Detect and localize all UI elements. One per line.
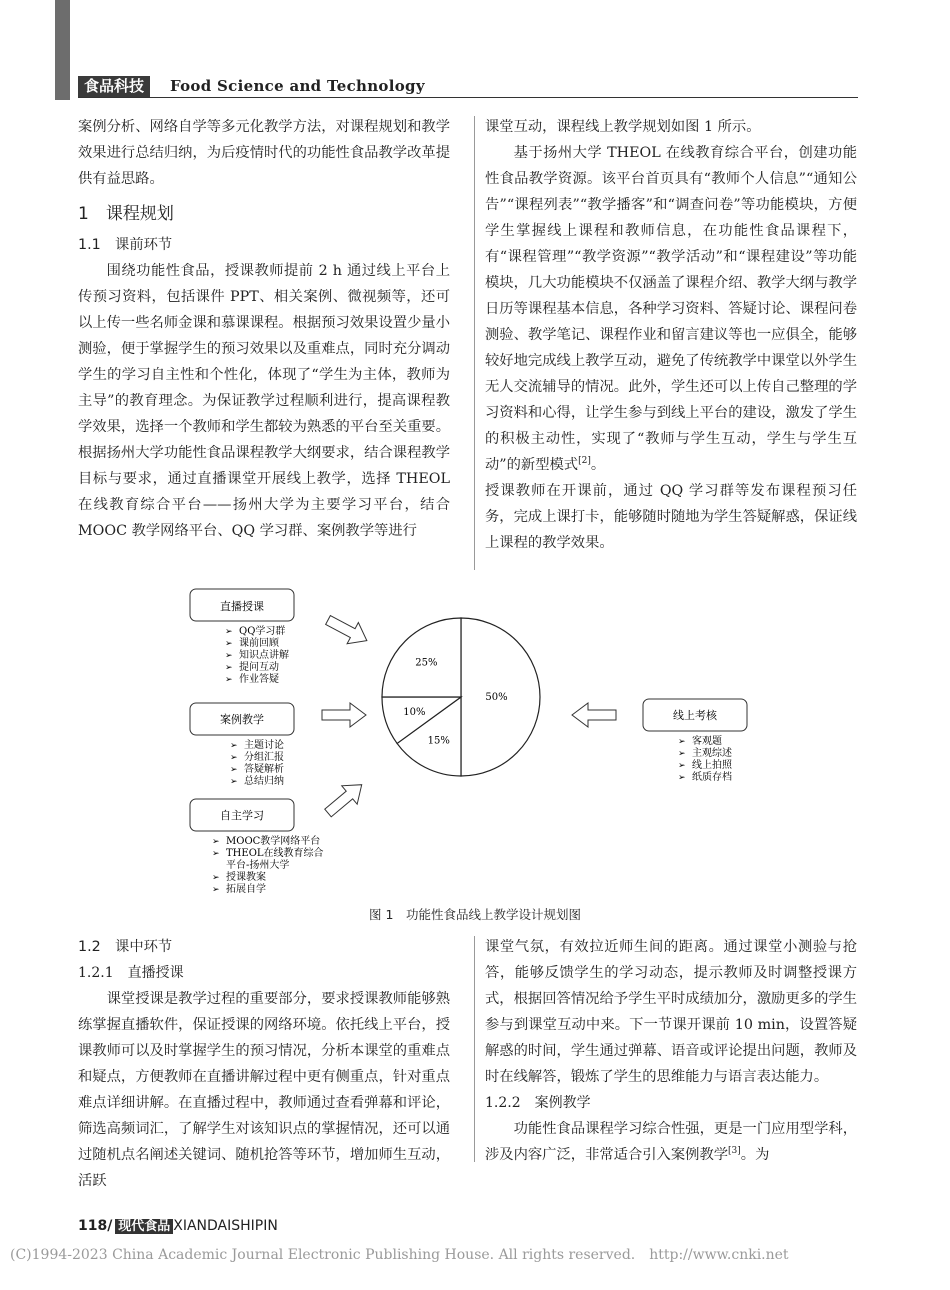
case-list-item: 分组汇报 [244, 752, 284, 763]
live-list-item: 知识点讲解 [239, 650, 289, 661]
exam-list-item: 线上拍照 [692, 760, 732, 771]
side-tab-bar [55, 0, 70, 100]
bullet-icon: ➢ [212, 849, 220, 859]
case-list-item: 答疑解析 [244, 764, 284, 775]
box-live-label: 直播授课 [220, 600, 264, 613]
self-list-item: THEOL在线教育综合 [226, 848, 324, 859]
bullet-icon: ➢ [225, 663, 233, 673]
paragraph: 基于扬州大学 THEOL 在线教育综合平台，创建功能性食品教学资源。该平台首页具有“教师个人信息”“通知公告”“课程列表”“教学播客”和“调查问卷”等功能模块，方便学生掌握线上课程和教师信息，在功能性食品课程下，有“课程管理”“教学资源”“教学活动”和“课程建设”等功能模块，几大功能模块不仅涵盖了课程介绍、教学大纲与教学日历等课程基本信息，各种学习资料、答疑讨论、课程问卷测验、教学笔记、课程作业和留言建议等也一应俱全，能够较好地完成线上教学互动，避免了传统教学中课堂以外学生无人交流辅导的情况。此外，学生还可以上传自己整理的学习资料和心得，让学生参与到线上平台的建设，激发了学生的积极主动性，实现了“教师与学生互动，学生与学生互动”的新型模式[2]。 [485, 145, 857, 473]
box-self-label: 自主学习 [220, 809, 264, 822]
paragraph: 案例分析、网络自学等多元化教学方法，对课程规划和教学效果进行总结归纳，为后疫情时代的功能性食品教学改革提供有益思路。 [78, 119, 450, 187]
bullet-icon: ➢ [225, 639, 233, 649]
magazine-pinyin: XIANDAISHIPIN [173, 1218, 278, 1234]
subsubsection-heading: 1.2.1 直播授课 [78, 965, 184, 981]
left-column-top [78, 114, 450, 544]
live-list-item: 提问互动 [239, 662, 279, 673]
bullet-icon: ➢ [212, 885, 220, 895]
page-number: 118 [78, 1218, 108, 1234]
paragraph: 授课教师在开课前，通过 QQ 学习群等发布课程预习任务，完成上课打卡，能够随时随地为学生答疑解惑，保证线上课程的教学效果。 [485, 483, 857, 551]
live-list [225, 624, 289, 685]
live-list-item: 课前回顾 [239, 638, 279, 649]
bullet-icon: ➢ [225, 651, 233, 661]
journal-name-en: Food Science and Technology [170, 77, 425, 95]
pie-slice-label: 10% [403, 707, 426, 719]
left-column-bottom [78, 934, 450, 1194]
bullet-icon: ➢ [678, 737, 686, 747]
case-list-item: 总结归纳 [244, 776, 284, 787]
paragraph: 课堂授课是教学过程的重要部分，要求授课教师能够熟练掌握直播软件，保证授课的网络环境。依托线上平台，授课教师可以及时掌握学生的预习情况，分析本课堂的重难点和疑点，方便教师在直播讲解过程中更有侧重点，针对重点难点详细讲解。在直播过程中，教师通过查看弹幕和评论，筛选高频词汇，了解学生对该知识点的掌握情况，还可以通过随机点名阐述关键词、随机抢答等环节，增加师生互动，活跃 [78, 991, 450, 1189]
page-footer: 118/ 现代食品 XIANDAISHIPIN [78, 1218, 278, 1234]
arrow-live [322, 609, 372, 651]
subsubsection-heading: 1.2.2 案例教学 [485, 1095, 591, 1111]
bullet-icon: ➢ [225, 675, 233, 685]
pie-slice-label: 15% [427, 735, 450, 747]
right-column-top [485, 114, 857, 556]
figure-diagram [185, 585, 765, 905]
right-column-bottom [485, 934, 857, 1168]
magazine-name: 现代食品 [115, 1219, 173, 1234]
copyright-line: (C)1994-2023 China Academic Journal Electronic Publishing House. All rights reserved. http://www.cnki.net [10, 1247, 789, 1263]
exam-list [678, 735, 733, 783]
paragraph: 课堂气氛，有效拉近师生间的距离。通过课堂小测验与抢答，能够反馈学生的学习动态，提示教师及时调整授课方式，根据回答情况给予学生平时成绩加分，激励更多的学生参与到课堂互动中来。下一节课开课前 10 min，设置答疑解惑的时间，学生通过弹幕、语音或评论提出问题，教师及时在线解答，锻炼了学生的思维能力与语言表达能力。 [485, 939, 857, 1085]
subsection-heading: 1.1 课前环节 [78, 237, 173, 253]
column-divider [474, 936, 475, 1162]
self-list-item: 拓展自学 [226, 884, 266, 895]
case-list-item: 主题讨论 [244, 740, 284, 751]
paragraph: 课堂互动，课程线上教学规划如图 1 所示。 [485, 119, 761, 135]
paragraph: 围绕功能性食品，授课教师提前 2 h 通过线上平台上传预习资料，包括课件 PPT、相关案例、微视频等，还可以上传一些名师金课和慕课课程。根据预习效果设置少量小测验，便于掌握学生的预习效果以及重难点，同时充分调动学生的学习自主性和个性化，体现了“学生为主体，教师为主导”的教育理念。为保证教学过程顺利进行，提高课程教学效果，选择一个教师和学生都较为熟悉的平台至关重要。根据扬州大学功能性食品课程教学大纲要求，结合课程教学目标与要求，通过直播课堂开展线上教学，选择 THEOL 在线教育综合平台——扬州大学为主要学习平台，结合 MOOC 教学网络平台、QQ 学习群、案例教学等进行 [78, 263, 450, 539]
exam-list-item: 客观题 [692, 736, 722, 747]
running-header [78, 74, 858, 98]
bullet-icon: ➢ [230, 753, 238, 763]
pie-slice-label: 50% [485, 692, 508, 703]
live-list-item: 作业答疑 [239, 674, 279, 685]
citation: [2] [578, 456, 591, 467]
exam-list-item: 主观综述 [692, 748, 732, 759]
figure-caption: 图 1 功能性食品线上教学设计规划图 [369, 907, 581, 922]
section-heading: 1 课程规划 [78, 204, 174, 224]
box-case-label: 案例教学 [220, 713, 264, 726]
journal-name-cn: 食品科技 [78, 76, 150, 97]
self-list-item: MOOC教学网络平台 [226, 836, 321, 847]
bullet-icon: ➢ [230, 741, 238, 751]
pie-slice-label: 25% [415, 657, 438, 669]
live-list-item: QQ学习群 [239, 626, 286, 637]
bullet-icon: ➢ [678, 749, 686, 759]
arrow-case [322, 703, 366, 727]
exam-list-item: 纸质存档 [692, 772, 732, 783]
bullet-icon: ➢ [678, 773, 686, 783]
subsection-heading: 1.2 课中环节 [78, 939, 173, 955]
column-divider [474, 116, 475, 570]
bullet-icon: ➢ [230, 777, 238, 787]
case-list [230, 738, 284, 787]
arrow-exam [572, 703, 616, 727]
bullet-icon: ➢ [678, 761, 686, 771]
box-exam-label: 线上考核 [673, 709, 717, 722]
self-list-item: 平台-扬州大学 [226, 860, 290, 871]
pie-chart [382, 618, 540, 776]
bullet-icon: ➢ [225, 627, 233, 637]
bullet-icon: ➢ [230, 765, 238, 775]
self-list-item: 授课教案 [226, 872, 266, 883]
paragraph: 功能性食品课程学习综合性强，更是一门应用型学科，涉及内容广泛，非常适合引入案例教学[3]。为 [485, 1121, 857, 1163]
bullet-icon: ➢ [212, 837, 220, 847]
self-list [212, 834, 324, 895]
citation: [3] [728, 1146, 741, 1157]
arrow-self [320, 776, 369, 823]
figure-1 [185, 585, 765, 905]
bullet-icon: ➢ [212, 873, 220, 883]
